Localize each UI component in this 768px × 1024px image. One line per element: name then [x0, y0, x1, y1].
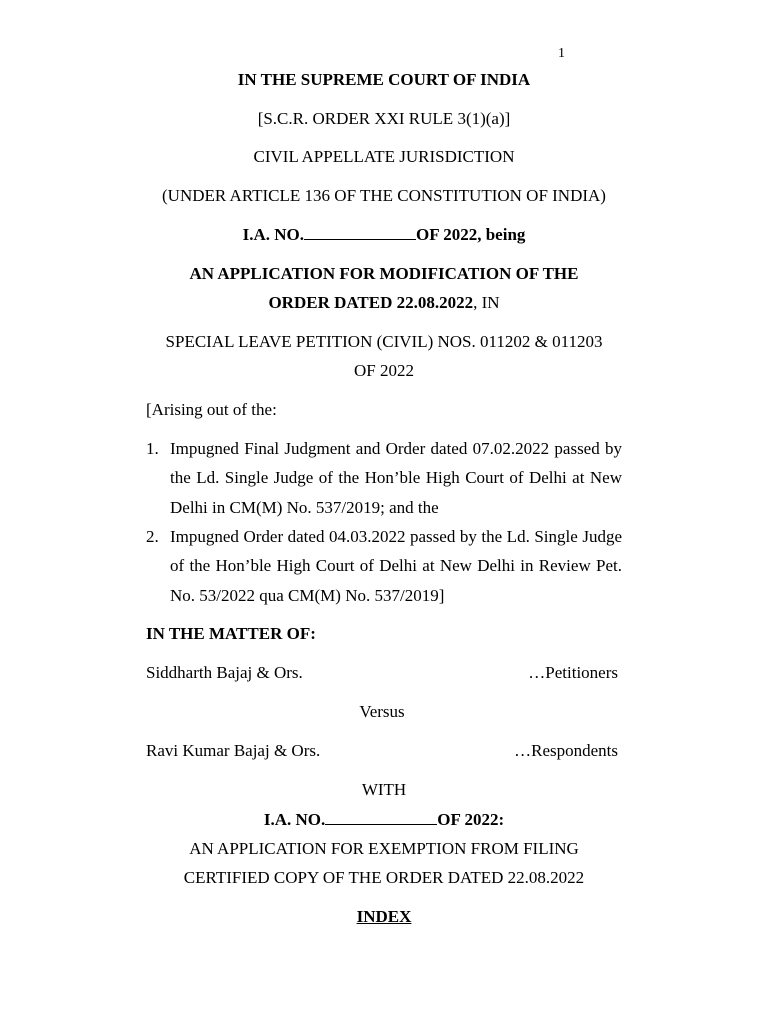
rule-reference: [S.C.R. ORDER XXI RULE 3(1)(a)]: [257, 109, 511, 128]
court-title: IN THE SUPREME COURT OF INDIA: [237, 70, 531, 89]
jurisdiction: CIVIL APPELLATE JURISDICTION: [253, 147, 515, 166]
slp-line-2: OF 2022: [354, 361, 414, 380]
list-text: Impugned Order dated 04.03.2022 passed by the Ld. Single Judge of the Hon’ble High Court of Delhi at New Delhi in Review Pet. No. 53/2022 qua CM(M) No. 537/2019]: [170, 527, 622, 605]
article-reference: (UNDER ARTICLE 136 OF THE CONSTITUTION OF INDIA): [162, 186, 606, 205]
versus: Versus: [359, 702, 405, 721]
ia-number-line-1: [146, 220, 622, 249]
application-title-suffix: , IN: [473, 293, 500, 312]
ia-suffix: OF 2022:: [437, 810, 505, 829]
exemption-line-1: AN APPLICATION FOR EXEMPTION FROM FILING: [189, 839, 579, 858]
respondent-role: …Respondents: [514, 741, 618, 760]
petitioner-name: Siddharth Bajaj & Ors.: [146, 663, 303, 682]
list-number: 2.: [146, 527, 159, 546]
order-date: ORDER DATED 22.08.2022: [268, 293, 474, 312]
ia-suffix: OF 2022, being: [416, 225, 526, 244]
ia-number-line-2: [146, 805, 622, 834]
list-text: Impugned Final Judgment and Order dated 07.02.2022 passed by the Ld. Single Judge of the Hon’ble High Court of Delhi at New Delhi in CM(M) No. 537/2019; and the: [170, 439, 622, 517]
respondent-name: Ravi Kumar Bajaj & Ors.: [146, 741, 321, 760]
matter-heading: IN THE MATTER OF:: [146, 624, 316, 643]
with-label: WITH: [361, 780, 407, 799]
arising-out-of: [Arising out of the:: [146, 400, 277, 419]
application-title-line-1: AN APPLICATION FOR MODIFICATION OF THE: [189, 264, 579, 283]
impugned-item-2: [146, 522, 622, 610]
respondent-row: [146, 736, 618, 765]
list-number: 1.: [146, 439, 159, 458]
ia-prefix: I.A. NO.: [263, 810, 326, 829]
application-title-line-2: [146, 288, 622, 317]
impugned-item-1: [146, 434, 622, 522]
petitioner-role: …Petitioners: [528, 663, 618, 682]
petitioner-row: [146, 658, 618, 687]
ia-prefix: I.A. NO.: [242, 225, 304, 244]
exemption-line-2: CERTIFIED COPY OF THE ORDER DATED 22.08.2022: [183, 868, 585, 887]
slp-line-1: SPECIAL LEAVE PETITION (CIVIL) NOS. 011202 & 011203: [165, 332, 603, 351]
ia-number-blank: [304, 225, 416, 240]
ia-number-blank: [325, 810, 437, 825]
index-heading: INDEX: [356, 907, 412, 926]
page-number: 1: [558, 46, 565, 61]
